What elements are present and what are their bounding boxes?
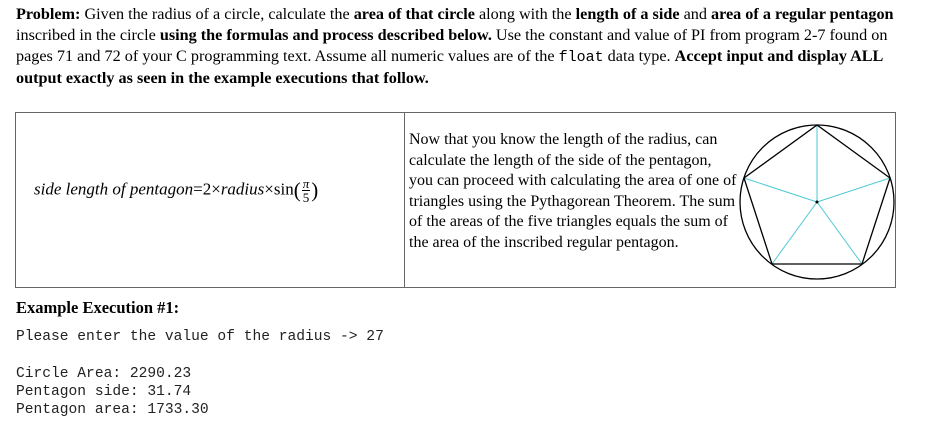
problem-label: Problem:	[16, 5, 81, 23]
formula-cell	[16, 113, 404, 287]
formula-equals: =2×	[193, 179, 221, 199]
problem-text: data type.	[603, 47, 675, 65]
spoke-line	[817, 178, 890, 202]
problem-bold-circle-area: area of that circle	[353, 5, 475, 23]
side-length-formula	[34, 177, 318, 204]
output-pentagon-area: Pentagon area: 1733.30	[16, 402, 209, 418]
radius-spokes	[744, 125, 890, 264]
fraction-numerator: π	[302, 176, 310, 191]
problem-text: Given the radius of a circle, calculate the	[80, 5, 354, 23]
problem-bold-process: using the formulas and process described below.	[159, 26, 492, 44]
spoke-line	[772, 202, 817, 264]
problem-text: and	[679, 5, 711, 23]
formula-table	[15, 112, 896, 288]
pi-over-five-fraction	[302, 177, 311, 204]
formula-lhs: side length of pentagon	[34, 179, 194, 199]
formula-radius: radius	[220, 179, 265, 199]
formula-sin: ×sin	[264, 179, 294, 199]
problem-bold-instruction: Accept input and display ALL output exactly as seen in the example executions that follow.	[16, 47, 883, 87]
close-paren: )	[311, 178, 319, 202]
open-paren: (	[293, 178, 301, 202]
problem-text: Use the constant and value of PI from program 2-7 found on pages 71 and 72 of your C programming text. Assume all numeric values are of the	[16, 26, 888, 65]
inscribed-pentagon-diagram	[738, 118, 898, 282]
center-point	[816, 201, 819, 204]
cell-divider	[404, 113, 405, 287]
output-circle-area: Circle Area: 2290.23	[16, 366, 192, 382]
problem-bold-pentagon-area: area of a regular pentagon	[711, 5, 894, 23]
spoke-line	[744, 178, 817, 202]
problem-text: inscribed in the circle	[16, 26, 160, 44]
fraction-denominator: 5	[302, 190, 310, 205]
example-title: Example Execution #1:	[16, 298, 180, 317]
spoke-line	[817, 202, 862, 264]
prompt-line: Please enter the value of the radius -> 27	[16, 329, 384, 345]
problem-statement	[16, 4, 921, 89]
output-pentagon-side: Pentagon side: 31.74	[16, 384, 192, 400]
process-description: Now that you know the length of the radius, can calculate the length of the side of the pentagon, you can proceed with calculating the area of one of triangles using the Pythagorean Theorem. The sum of the areas of the five triangles equals the sum of the area of the inscribed regular pentagon.	[409, 131, 737, 251]
problem-bold-side-length: length of a side	[575, 5, 680, 23]
problem-text: along with the	[474, 5, 576, 23]
float-keyword: float	[558, 49, 604, 66]
